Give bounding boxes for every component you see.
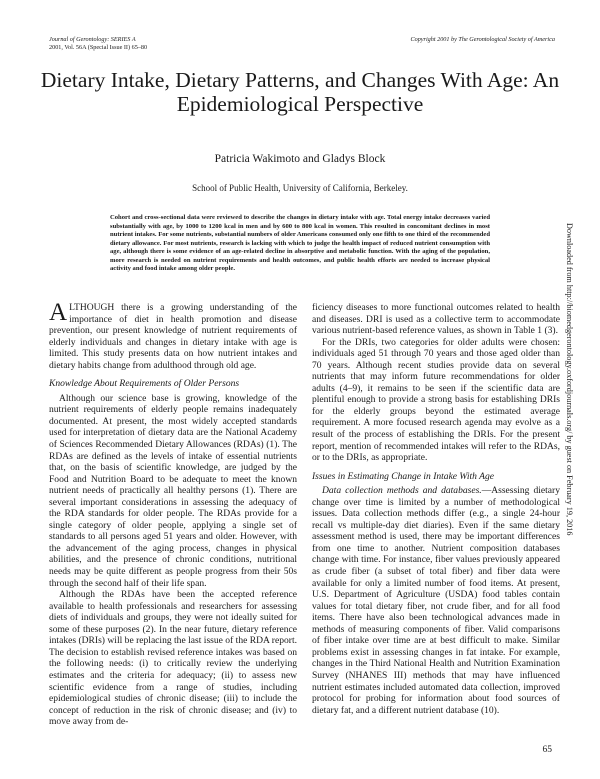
paragraph-continued: ficiency diseases to more functional outcomes related to health and diseases. DRI is used as a collective term to accommodate various nutrient-based reference values, as shown in Table 1 (3). — [312, 302, 560, 337]
journal-name: Journal of Gerontology: SERIES A — [49, 36, 136, 43]
paragraph: Although our science base is growing, knowledge of the nutrient requirements of elderly people remains inadequately documented. At present, the most widely accepted standards used for interpretation of dietary data are the National Academy of Sciences Recommended Dietary Allowances (RDAs) (1). The RDAs are defined as the levels of intake of essential nutrients that, on the basis of scientific knowledge, are judged by the Food and Nutrition Board to be adequate to meet the known nutrient needs of practically all healthy persons (1). There are several important considerations in assessing the adequacy of the RDA standards for older people. The RDAs provide for a single category of older people, applying a single set of standards to all persons aged 51 years and older. However, with the advancement of the aging process, changes in physical abilities, and the presence of chronic conditions, nutritional needs may be quite different as people progress from their 50s through the second half of their life span. — [49, 392, 297, 589]
page-number: 65 — [542, 745, 552, 755]
paragraph: For the DRIs, two categories for older adults were chosen: individuals aged 51 through 70 years and those aged older than 70 years. Although recent studies provide data on several nutrients that may inform future recommendations for older adults (4–9), it remains to be seen if the scientific data are plentiful enough to provide a strong basis for establishing DRIs for the elderly groups beyond the estimated average requirement. A more focused research agenda may evolve as a result of the process of establishing the DRIs. For the present report, mention of recommended intakes will refer to the RDAs, or to the DRIs, as appropriate. — [312, 336, 560, 464]
paragraph — [312, 485, 560, 716]
abstract: Cohort and cross-sectional data were reviewed to describe the changes in dietary intake with age. Total energy intake decreases varied substantially with age, by 1000 to 1200 kcal in men and by 600 to 800 kcal in women. This resulted in concomitant declines in most nutrient intakes. For some nutrients, substantial numbers of older Americans consumed only one fifth to one third of the recommended dietary allowance. For most nutrients, research is lacking with which to judge the health impact of reduced nutrient consumption with age, although there is some evidence of an age-related decline in absorptive and metabolic function. With the aging of the population, more research is needed on nutrient requirements and health outcomes, and public health efforts are needed to increase physical activity and food intake among older people. — [110, 214, 490, 273]
download-side-note[interactable]: Downloaded from http://biomedgerontology.oxfordjournals.org/ by guest on February 19, 2016 — [565, 223, 574, 536]
copyright-notice: Copyright 2001 by The Gerontological Society of America — [410, 36, 555, 43]
run-in-heading: Data collection methods and databases. — [322, 485, 482, 497]
article-title: Dietary Intake, Dietary Patterns, and Changes With Age: An Epidemiological Perspective — [40, 68, 560, 116]
left-column — [49, 299, 297, 728]
intro-paragraph — [49, 299, 297, 371]
paragraph: Although the RDAs have been the accepted reference available to health professionals and researchers for assessing diets of individuals and groups, they were not ideally suited for some of these purposes (2). In the near future, dietary reference intakes (DRIs) will be replacing the last issue of the RDA report. The decision to establish revised reference intakes was based on the following needs: (i) to critically review the underlying estimates and the criteria for adequacy; (ii) to assess new scientific evidence from a range of studies, including epidemiological studies of chronic disease; (iii) to include the concept of reduction in the risk of chronic disease; and (iv) to move away from de- — [49, 589, 297, 728]
intro-text: there is a growing understanding of the importance of diet in health promotion and disease prevention, our present knowledge of nutrient requirements of elderly individuals and changes in dietary intake with age is limited. This study presents data on how nutrient intakes and dietary habits change from adulthood through old age. — [49, 302, 297, 371]
paragraph-text: —Assessing dietary change over time is limited by a number of methodological issues. Data collection methods differ (e.g., a single 24-hour recall vs multiple-day diet diaries). Even if the same dietary assessment method is used, there may be important differences from one time to another. Nutrient composition databases change with time. For instance, fiber values previously appeared as crude fiber (a subset of total fiber) and fiber data were available for only a limited number of food items. At present, U.S. Department of Agriculture (USDA) food tables contain values for total dietary fiber, not crude fiber, and for all food items. There have also been technological advances made in methods of measuring components of fiber. Valid comparisons of fiber intake over time are at best difficult to make. Similar problems exist in assessing changes in fat intake. For example, changes in the Third National Health and Nutrition Examination Survey (NHANES III) methods that may have influenced nutrient estimates included automated data collection, improved protocol for probing for information about food sources of dietary fat, and a different nutrient database (10). — [312, 485, 560, 716]
section-heading-issues: Issues in Estimating Change in Intake With Age — [312, 470, 494, 482]
right-column — [312, 302, 560, 716]
running-header-left — [49, 36, 147, 52]
drop-cap: A — [49, 299, 68, 326]
volume-info: 2001, Vol. 56A (Special Issue II) 65–80 — [49, 44, 148, 51]
section-heading-knowledge: Knowledge About Requirements of Older Persons — [49, 378, 240, 390]
affiliation: School of Public Health, University of California, Berkeley. — [192, 183, 408, 193]
authors: Patricia Wakimoto and Gladys Block — [214, 153, 386, 165]
intro-caps: LTHOUGH — [69, 302, 115, 313]
